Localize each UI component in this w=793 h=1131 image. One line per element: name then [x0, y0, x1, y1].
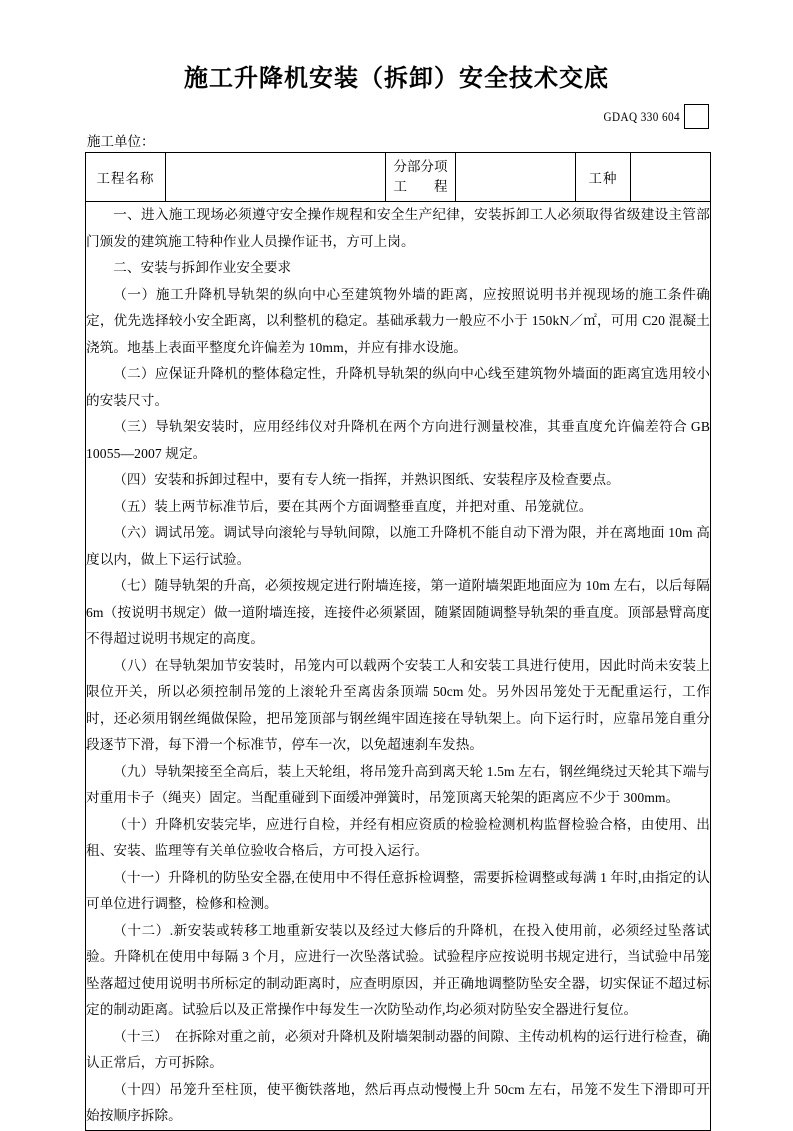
- subitem-project-field[interactable]: [456, 153, 576, 202]
- content-paragraph: （八）在导轨架加节安装时，吊笼内可以载两个安装工人和安装工具进行使用，因此时尚未安装上限位开关，所以必须控制吊笼的上滚轮升至离齿条顶端 50cm 处。另外因吊笼处于无配重运行，工作时，还必须用钢丝绳做保险，把吊笼顶部与钢丝绳牢固连接在导轨架上。向下运行时，应靠吊笼自重分段逐节下滑，每下滑一个标准节，停车一次，以免超速刹车发热。: [86, 657, 710, 752]
- work-type-field[interactable]: [631, 153, 711, 202]
- construction-unit-label: 施工单位：: [87, 134, 155, 149]
- subitem-project-label-line2: 工 程: [393, 179, 448, 194]
- subitem-project-label: [386, 153, 456, 202]
- main-form-table: [85, 152, 711, 1131]
- project-name-field[interactable]: [166, 153, 386, 202]
- content-paragraph: （十一）升降机的防坠安全器,在使用中不得任意拆检调整，需要拆检调整或每满 1 年时,由指定的认可单位进行调整，检修和检测。: [86, 869, 710, 911]
- project-name-label: 工程名称: [86, 153, 166, 202]
- work-type-label: 工种: [576, 153, 631, 202]
- document-code: GDAQ 330 604: [603, 108, 680, 124]
- code-checkbox[interactable]: [684, 104, 709, 129]
- content-paragraph: （七）随导轨架的升高，必须按规定进行附墙连接，第一道附墙架距地面应为 10m 左右，以后每隔 6m（按说明书规定）做一道附墙连接，连接件必须紧固，随紧固随调整导轨架的垂直度。顶部悬臂高度不得超过说明书规定的高度。: [86, 578, 710, 646]
- content-paragraph: （十）升降机安装完毕，应进行自检，并经有相应资质的检验检测机构监督检验合格，由使用、出租、安装、监理等有关单位验收合格后，方可投入运行。: [86, 816, 710, 858]
- content-paragraph: （一）施工升降机导轨架的纵向中心至建筑物外墙的距离，应按照说明书并视现场的施工条件确定，优先选择较小安全距离，以利整机的稳定。基础承载力一般应不小于 150kN／㎡，可用 C20 混凝土浇筑。地基上表面平整度允许偏差为 10mm，并应有排水设施。: [86, 286, 710, 355]
- content-paragraph: 一、进入施工现场必须遵守安全操作规程和安全生产纪律，安装拆卸工人必须取得省级建设主管部门颁发的建筑施工特种作业人员操作证书，方可上岗。: [86, 207, 710, 249]
- paragraph-list: [86, 202, 710, 1130]
- content-paragraph: （六）调试吊笼。调试导向滚轮与导轨间隙，以施工升降机不能自动下滑为限，并在离地面 10m 高度以内，做上下运行试验。: [86, 525, 710, 567]
- document-code-row: [591, 104, 709, 129]
- content-paragraph: 二、安装与拆卸作业安全要求: [113, 260, 292, 275]
- table-row: [86, 153, 711, 202]
- table-row-content: [86, 202, 711, 1131]
- page-title: 施工升降机安装（拆卸）安全技术交底: [184, 64, 609, 92]
- content-paragraph: （十三） 在拆除对重之前，必须对升降机及附墙架制动器的间隙、主传动机构的运行进行检查，确认正常后，方可拆除。: [86, 1028, 710, 1070]
- content-body-cell: [86, 202, 711, 1131]
- content-paragraph: （九）导轨架接至全高后，装上天轮组，将吊笼升高到离天轮 1.5m 左右，钢丝绳绕过天轮其下端与对重用卡子（绳夹）固定。当配重碰到下面缓冲弹簧时，吊笼顶离天轮架的距离应不少于 300mm。: [86, 763, 710, 805]
- content-paragraph: （十四）吊笼升至柱顶，使平衡铁落地，然后再点动慢慢上升 50cm 左右，吊笼不发生下滑即可开始按顺序拆除。: [86, 1081, 710, 1123]
- content-paragraph: （十二）.新安装或转移工地重新安装以及经过大修后的升降机，在投入使用前，必须经过坠落试验。升降机在使用中每隔 3 个月，应进行一次坠落试验。试验程序应按说明书规定进行，当试验中吊笼坠落超过使用说明书所标定的制动距离时，应查明原因，并正确地调整防坠安全器，切实保证不超过标定的制动距离。试验后以及正常操作中每发生一次防坠动作,均必须对防坠安全器进行复位。: [86, 922, 710, 1017]
- content-paragraph: （二）应保证升降机的整体稳定性，升降机导轨架的纵向中心线至建筑物外墙面的距离宜选用较小的安装尺寸。: [86, 366, 710, 408]
- content-paragraph: （三）导轨架安装时，应用经纬仪对升降机在两个方向进行测量校准，其垂直度允许偏差符合 GB 10055—2007 规定。: [86, 419, 710, 461]
- content-paragraph: （四）安装和拆卸过程中，要有专人统一指挥，并熟识图纸、安装程序及检查要点。: [113, 472, 620, 487]
- subitem-project-label-line1: 分部分项: [393, 159, 448, 175]
- content-paragraph: （五）装上两节标准节后，要在其两个方面调整垂直度，并把对重、吊笼就位。: [113, 498, 593, 514]
